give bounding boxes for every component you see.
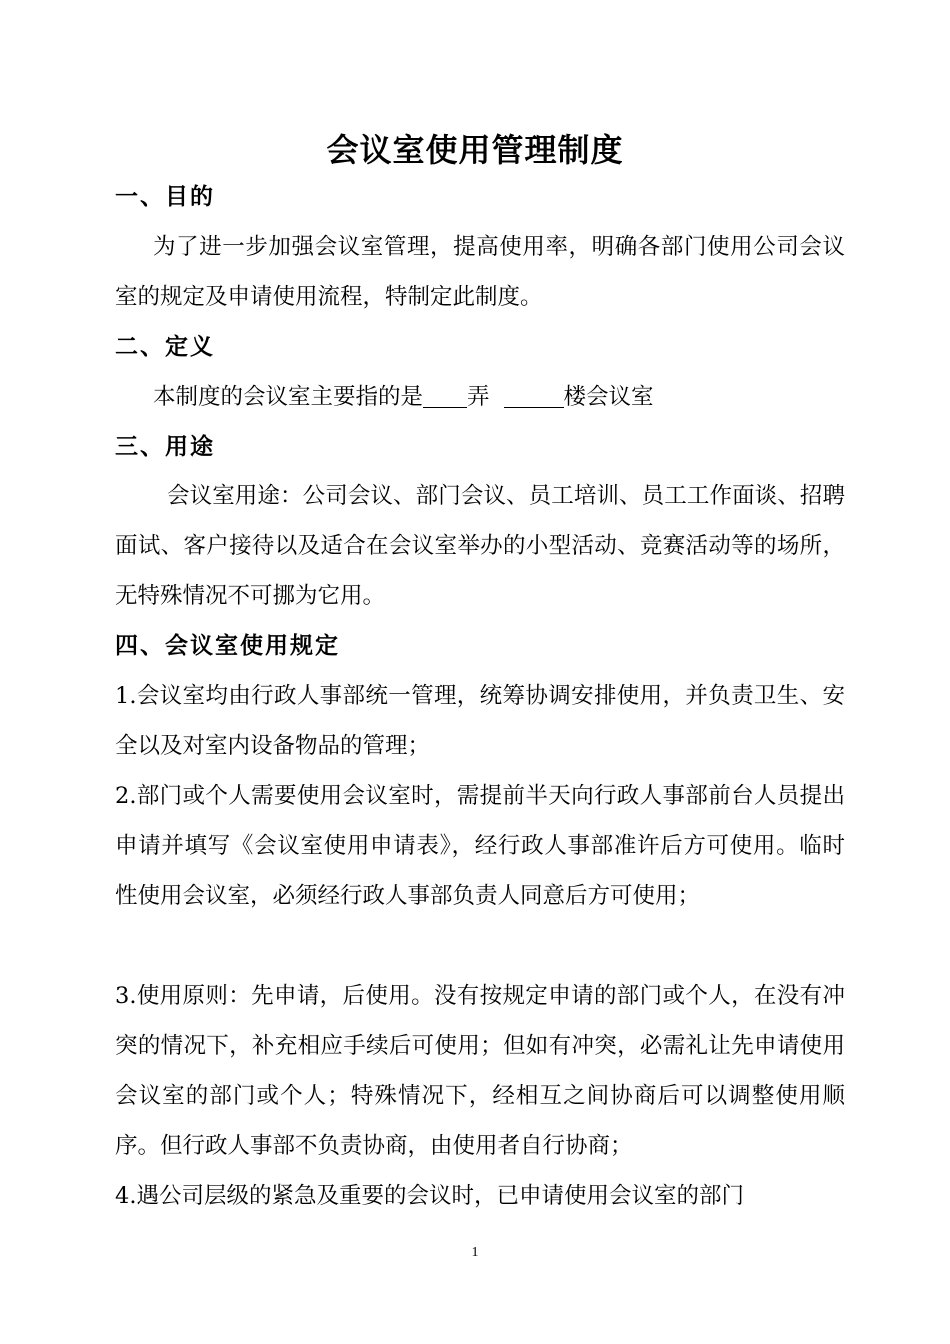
section-heading-purpose: 一、目的 [115, 184, 215, 210]
definition-paragraph [115, 372, 845, 422]
blank-underline [504, 382, 564, 408]
page-number: 1 [471, 1245, 479, 1260]
rule-item-2: 2.部门或个人需要使用会议室时，需提前半天向行政人事部前台人员提出申请并填写《会议室使用申请表》，经行政人事部准许后方可使用。临时性使用会议室，必须经行政人事部负责人同意后方可使用； [115, 783, 845, 909]
rule-item-4: 4.遇公司层级的紧急及重要的会议时，已申请使用会议室的部门 [115, 1183, 744, 1209]
purpose-paragraph: 为了进一步加强会议室管理，提高使用率，明确各部门使用公司会议室的规定及申请使用流程，特制定此制度。 [115, 234, 845, 310]
definition-middle: 弄 [467, 384, 490, 410]
section-heading-definition: 二、定义 [115, 334, 215, 360]
document-title: 会议室使用管理制度 [326, 131, 624, 169]
section-heading-rules: 四、会议室使用规定 [115, 633, 340, 659]
rule-item-1: 1.会议室均由行政人事部统一管理，统筹协调安排使用，并负责卫生、安全以及对室内设备物品的管理； [115, 683, 845, 759]
definition-suffix: 楼会议室 [563, 384, 654, 410]
rule-item-3: 3.使用原则：先申请，后使用。没有按规定申请的部门或个人，在没有冲突的情况下，补充相应手续后可使用；但如有冲突，必需礼让先申请使用会议室的部门或个人；特殊情况下，经相互之间协商后可以调整使用顺序。但行政人事部不负责协商，由使用者自行协商； [115, 983, 845, 1159]
blank-underline [423, 382, 467, 408]
definition-prefix: 本制度的会议室主要指的是 [153, 384, 424, 410]
usage-paragraph: 会议室用途：公司会议、部门会议、员工培训、员工工作面谈、招聘面试、客户接待以及适合在会议室举办的小型活动、竞赛活动等的场所，无特殊情况不可挪为它用。 [115, 483, 845, 609]
section-heading-usage: 三、用途 [115, 434, 215, 460]
